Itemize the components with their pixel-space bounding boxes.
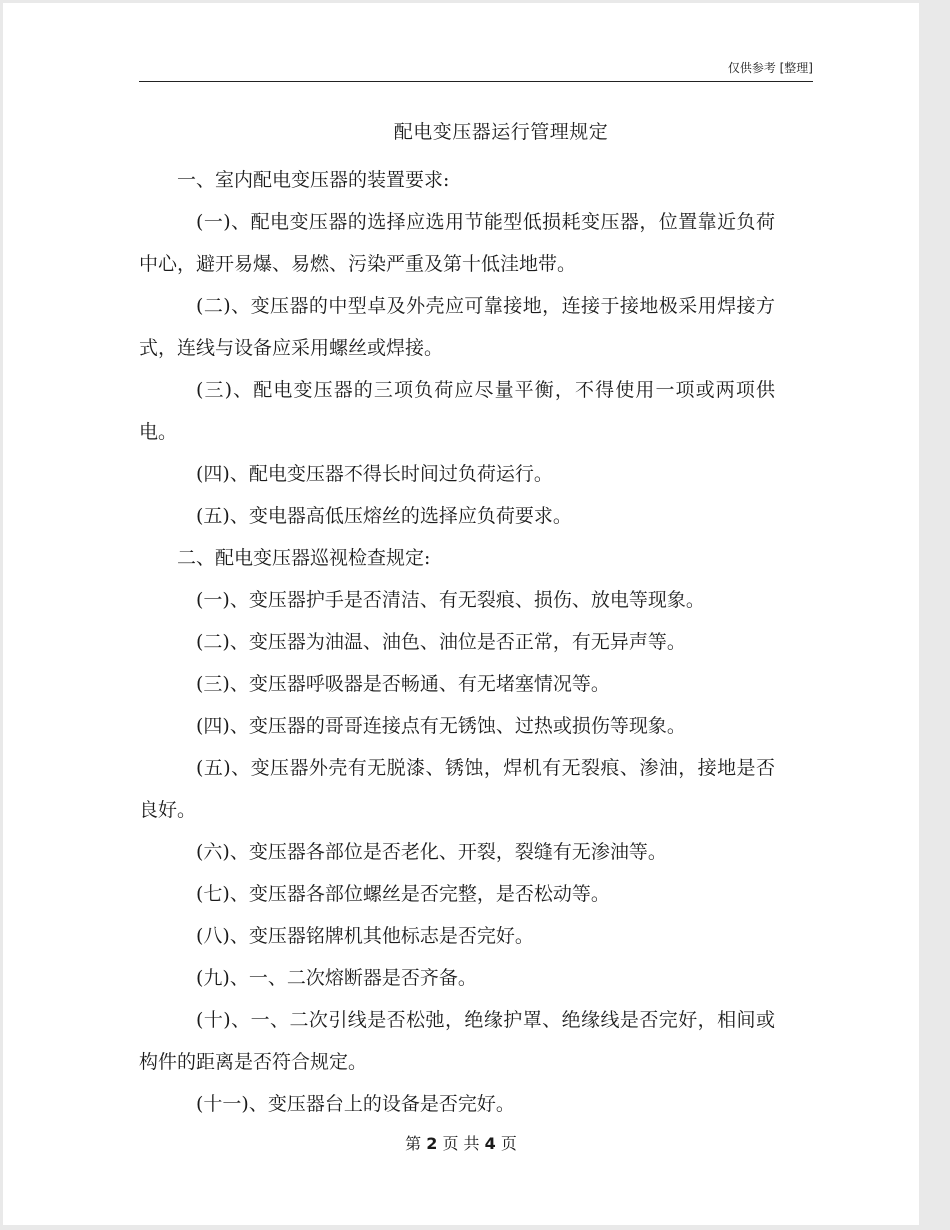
paragraph: (八)、变压器铭牌机其他标志是否完好。 [196,925,534,947]
document-body [139,159,775,1125]
total-page-number: 4 [484,1134,496,1153]
paragraph: (十一)、变压器台上的设备是否完好。 [196,1093,515,1115]
paragraph: (四)、配电变压器不得长时间过负荷运行。 [196,463,553,485]
paragraph: (九)、一、二次熔断器是否齐备。 [196,967,477,989]
page-label-mid: 页 共 [442,1134,480,1153]
paragraph: (十)、一、二次引线是否松弛，绝缘护罩、绝缘线是否完好，相间或构件的距离是否符合规定。 [139,1009,775,1073]
page-label-prefix: 第 [405,1134,422,1153]
paragraph: (三)、配电变压器的三项负荷应尽量平衡，不得使用一项或两项供电。 [139,379,775,443]
page-label-suffix: 页 [500,1134,517,1153]
page-header [139,53,813,82]
paragraph: (二)、变压器为油温、油色、油位是否正常，有无异声等。 [196,631,686,653]
document-page [3,3,919,1225]
page-footer [3,1131,919,1154]
paragraph: (五)、变压器外壳有无脱漆、锈蚀，焊机有无裂痕、渗油，接地是否良好。 [139,757,775,821]
paragraph: (六)、变压器各部位是否老化、开裂，裂缝有无渗油等。 [196,841,667,863]
section-heading: 一、室内配电变压器的装置要求: [177,169,450,191]
paragraph: (一)、变压器护手是否清洁、有无裂痕、损伤、放电等现象。 [196,589,705,611]
paragraph: (七)、变压器各部位螺丝是否完整，是否松动等。 [196,883,610,905]
paragraph: (二)、变压器的中型卓及外壳应可靠接地，连接于接地极采用焊接方式，连线与设备应采用螺丝或焊接。 [139,295,775,359]
paragraph: (三)、变压器呼吸器是否畅通、有无堵塞情况等。 [196,673,610,695]
section-heading: 二、配电变压器巡视检查规定: [177,547,431,569]
paragraph: (一)、配电变压器的选择应选用节能型低损耗变压器，位置靠近负荷中心，避开易爆、易燃、污染严重及第十低洼地带。 [139,211,775,275]
document-title: 配电变压器运行管理规定 [393,121,609,143]
paragraph: (五)、变电器高低压熔丝的选择应负荷要求。 [196,505,572,527]
header-label: 仅供参考 [整理] [727,61,813,75]
paragraph: (四)、变压器的哥哥连接点有无锈蚀、过热或损伤等现象。 [196,715,686,737]
current-page-number: 2 [426,1134,438,1153]
